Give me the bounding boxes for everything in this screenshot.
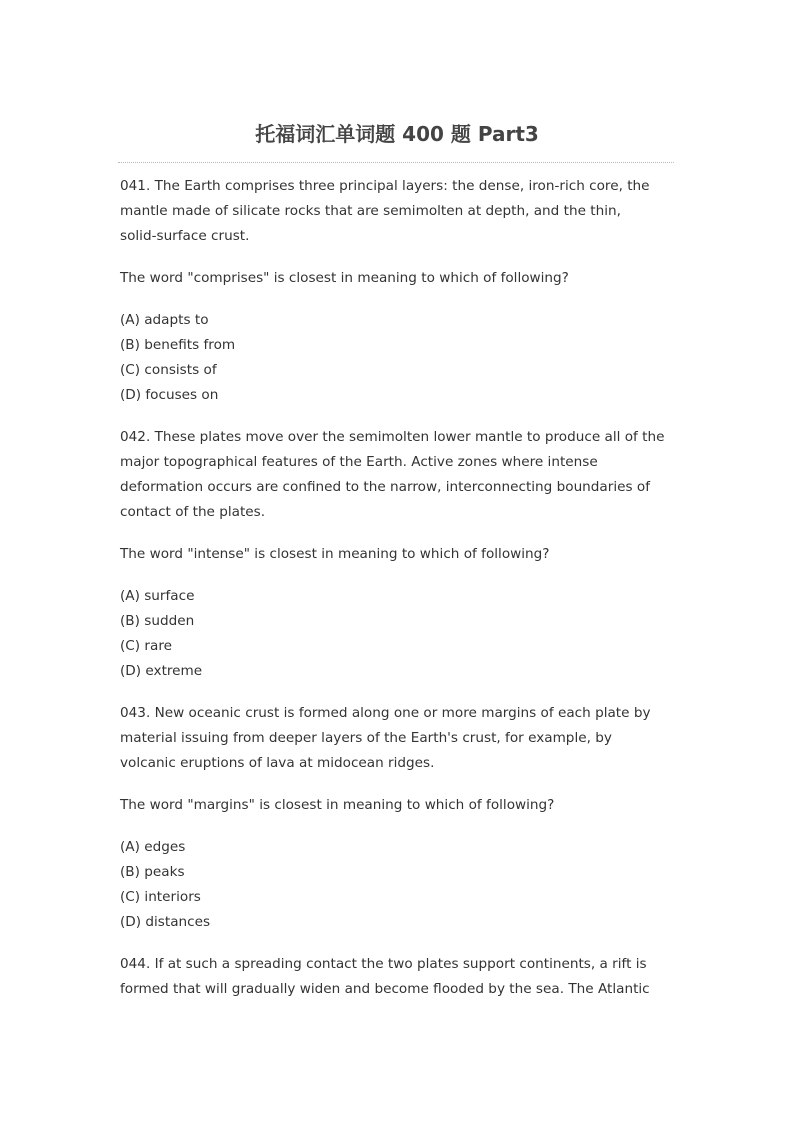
answer-option-line: (C) interiors [120, 889, 201, 905]
question-passage-line: deformation occurs are confined to the narrow, interconnecting boundaries of [120, 479, 650, 495]
document-body [120, 174, 680, 1019]
answer-option-line: (B) sudden [120, 613, 195, 629]
answer-option [120, 584, 680, 684]
answer-option-line: (A) adapts to [120, 312, 209, 328]
answer-option [120, 308, 680, 408]
question-passage [120, 701, 680, 776]
answer-option-line: (A) edges [120, 839, 186, 855]
question-prompt: The word "comprises" is closest in meaning to which of following? [120, 270, 569, 286]
question-passage-line: formed that will gradually widen and become flooded by the sea. The Atlantic [120, 981, 650, 997]
question-passage-line: solid-surface crust. [120, 228, 250, 244]
answer-option-line: (D) extreme [120, 663, 203, 679]
answer-option [120, 835, 680, 935]
question-passage [120, 952, 680, 1002]
question-passage-line: volcanic eruptions of lava at midocean ridges. [120, 755, 435, 771]
question-passage-line: 042. These plates move over the semimolten lower mantle to produce all of the [120, 429, 665, 445]
question-passage-line: contact of the plates. [120, 504, 266, 520]
answer-option-line: (C) rare [120, 638, 172, 654]
question-prompt: The word "margins" is closest in meaning to which of following? [120, 797, 555, 813]
question-passage [120, 425, 680, 525]
question-passage-line: material issuing from deeper layers of the Earth's crust, for example, by [120, 730, 612, 746]
title-divider [118, 162, 674, 163]
answer-option-line: (B) peaks [120, 864, 185, 880]
question-passage-line: 043. New oceanic crust is formed along one or more margins of each plate by [120, 705, 651, 721]
answer-option-line: (D) distances [120, 914, 211, 930]
page-title: 托福词汇单词题 400 题 Part3 [255, 122, 539, 146]
answer-option-line: (C) consists of [120, 362, 217, 378]
answer-option-line: (A) surface [120, 588, 195, 604]
answer-option-line: (D) focuses on [120, 387, 219, 403]
question-passage-line: 041. The Earth comprises three principal layers: the dense, iron-rich core, the [120, 178, 650, 194]
answer-option-line: (B) benefits from [120, 337, 236, 353]
question-passage [120, 174, 680, 249]
question-passage-line: major topographical features of the Earth. Active zones where intense [120, 454, 598, 470]
question-passage-line: 044. If at such a spreading contact the two plates support continents, a rift is [120, 956, 647, 972]
question-prompt: The word "intense" is closest in meaning to which of following? [120, 546, 550, 562]
question-passage-line: mantle made of silicate rocks that are semimolten at depth, and the thin, [120, 203, 621, 219]
